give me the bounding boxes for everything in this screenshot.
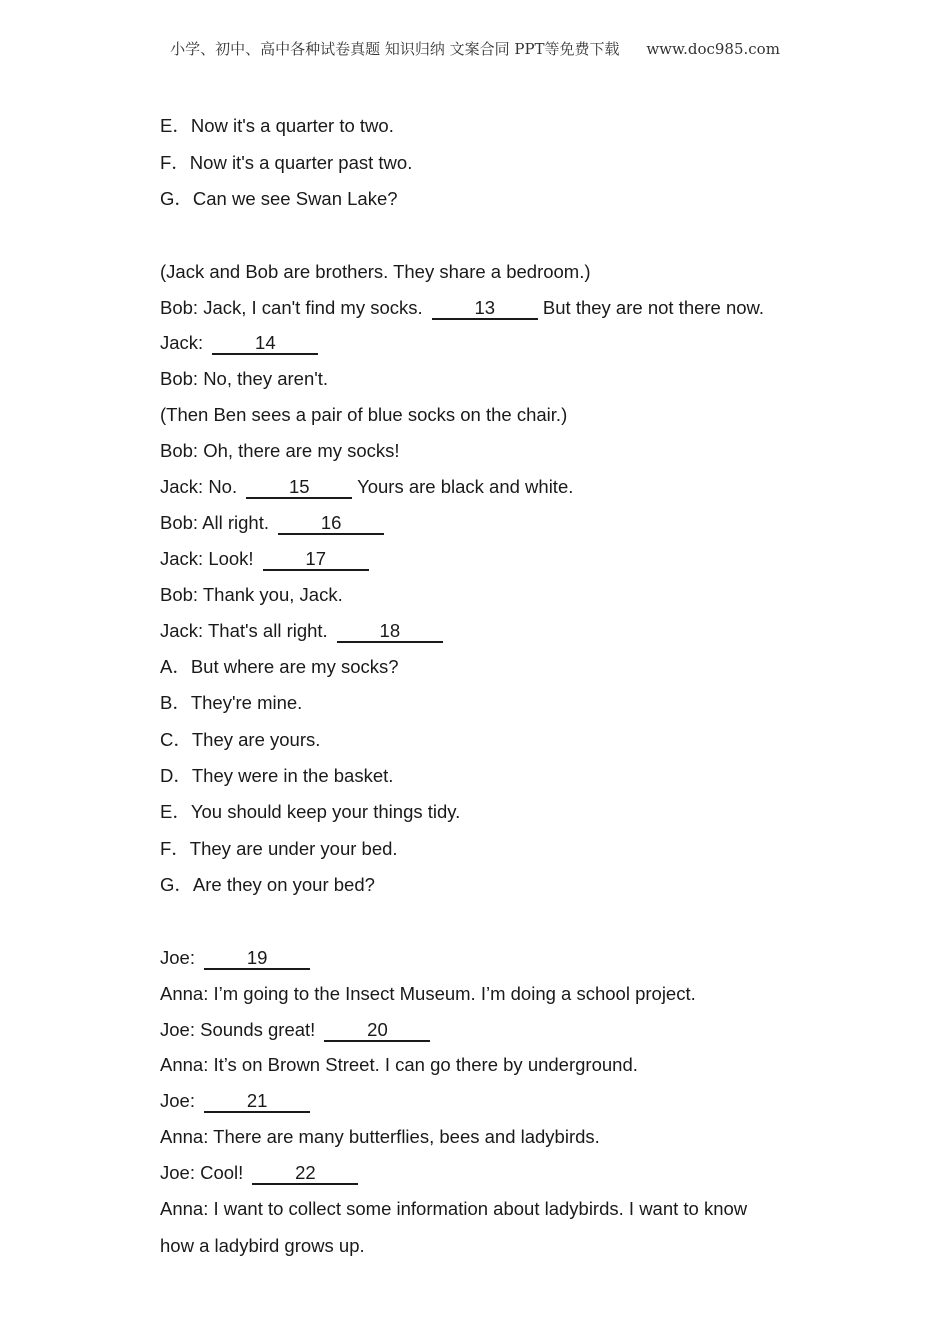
- dialogue-intro: (Jack and Bob are brothers. They share a bedroom.): [160, 261, 591, 282]
- option-f: F．Now it's a quarter past two.: [160, 152, 413, 173]
- dialogue-line: Anna: I’m going to the Insect Museum. I’m doing a school project.: [160, 983, 696, 1004]
- option-g: G．Are they on your bed?: [160, 874, 375, 895]
- dialogue-line: [160, 1018, 430, 1042]
- blank-15: 15: [246, 477, 352, 499]
- dialogue-line: Anna: I want to collect some information about ladybirds. I want to know: [160, 1198, 748, 1219]
- dialogue-line: [160, 946, 310, 970]
- line-text: Joe: Sounds great!: [160, 1019, 316, 1040]
- line-text: Bob: All right.: [160, 512, 270, 533]
- dialogue-line: [160, 331, 318, 355]
- dialogue-line: Bob: Thank you, Jack.: [160, 584, 343, 605]
- blank-16: 16: [278, 513, 384, 535]
- header-site: www.doc985.com: [646, 40, 780, 58]
- option-b: B．They're mine.: [160, 692, 303, 713]
- blank-21: 21: [204, 1091, 310, 1113]
- option-e: E．Now it's a quarter to two.: [160, 115, 394, 136]
- dialogue-line: [160, 1161, 358, 1185]
- dialogue-line: (Then Ben sees a pair of blue socks on the chair.): [160, 404, 568, 425]
- blank-18: 18: [337, 621, 443, 643]
- line-text: Joe:: [160, 1090, 195, 1111]
- page-header: [0, 38, 950, 59]
- blank-19: 19: [204, 948, 310, 970]
- dialogue-line: [160, 547, 369, 571]
- line-text: Jack: That's all right.: [160, 620, 328, 641]
- option-g: G．Can we see Swan Lake?: [160, 188, 398, 209]
- dialogue-line: [160, 1089, 310, 1113]
- line-text: Jack: No.: [160, 476, 238, 497]
- blank-14: 14: [212, 333, 318, 355]
- blank-20: 20: [324, 1020, 430, 1042]
- line-text: Jack:: [160, 332, 204, 353]
- option-f: F．They are under your bed.: [160, 838, 398, 859]
- dialogue-line: Bob: Oh, there are my socks!: [160, 440, 400, 461]
- dialogue-line: [160, 511, 384, 535]
- option-a: A．But where are my socks?: [160, 656, 399, 677]
- dialogue-line: Bob: No, they aren't.: [160, 368, 329, 389]
- line-text: Joe:: [160, 947, 195, 968]
- dialogue-line: Anna: There are many butterflies, bees and ladybirds.: [160, 1126, 600, 1147]
- line-text: Joe: Cool!: [160, 1162, 244, 1183]
- header-text: 小学、初中、高中各种试卷真题 知识归纳 文案合同 PPT等免费下载: [170, 40, 620, 58]
- line-text: Yours are black and white.: [357, 476, 574, 497]
- line-text: But they are not there now.: [542, 297, 765, 318]
- blank-17: 17: [263, 549, 369, 571]
- dialogue-line: [160, 619, 443, 643]
- dialogue-line: [160, 475, 573, 499]
- blank-13: 13: [432, 298, 538, 320]
- option-c: C．They are yours.: [160, 729, 321, 750]
- option-d: D．They were in the basket.: [160, 765, 394, 786]
- blank-22: 22: [252, 1163, 358, 1185]
- line-text: Bob: Jack, I can't find my socks.: [160, 297, 423, 318]
- line-text: Jack: Look!: [160, 548, 254, 569]
- dialogue-line: how a ladybird grows up.: [160, 1235, 365, 1256]
- dialogue-line: Anna: It’s on Brown Street. I can go there by underground.: [160, 1054, 638, 1075]
- option-e: E．You should keep your things tidy.: [160, 801, 461, 822]
- dialogue-line: [160, 296, 764, 320]
